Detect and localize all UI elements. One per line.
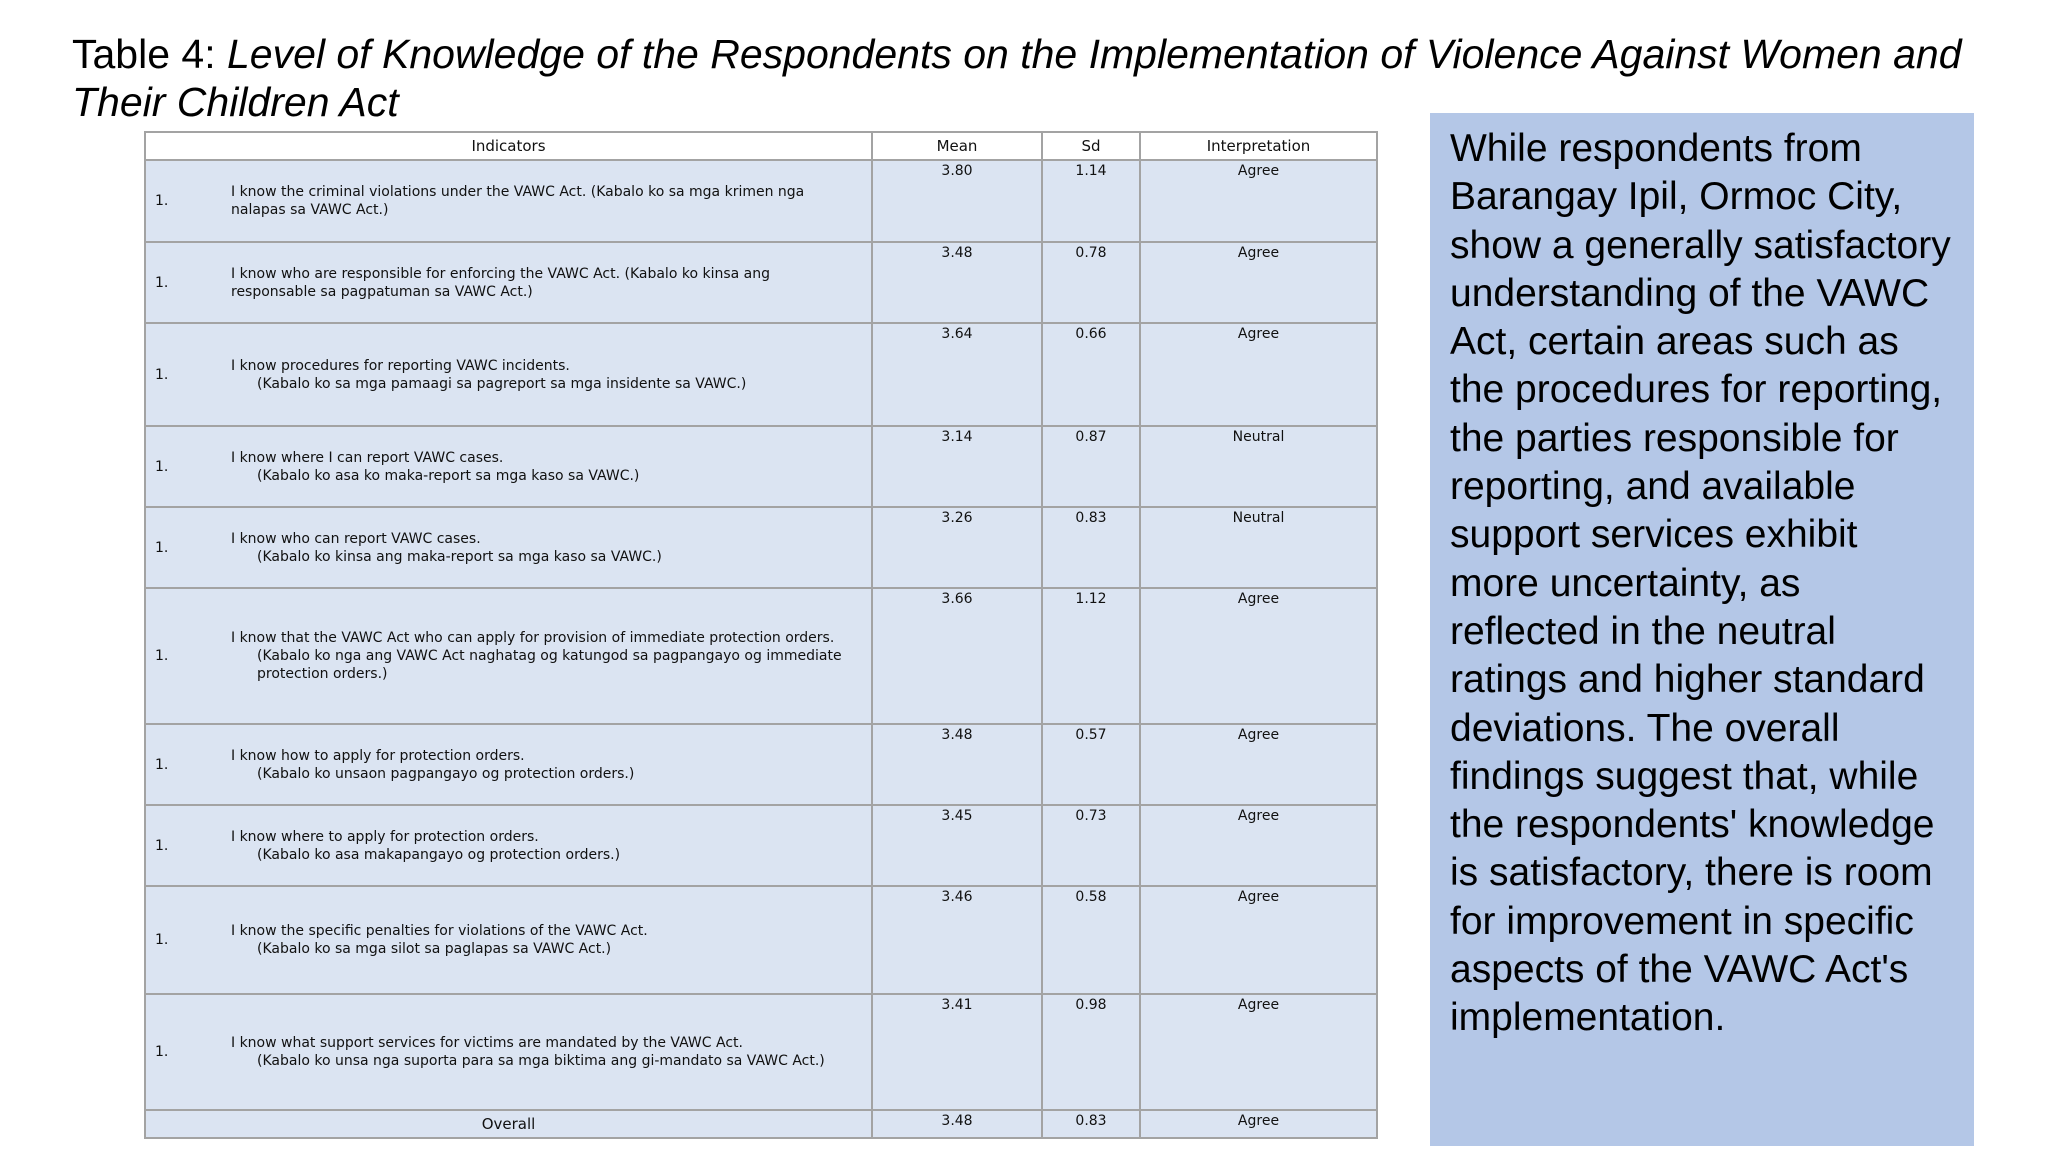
overall-label: Overall xyxy=(145,1110,872,1138)
indicator-statement: I know where to apply for protection orders. xyxy=(231,828,539,845)
indicator-cell xyxy=(145,323,872,426)
indicator-number: 1. xyxy=(155,193,169,209)
indicator-translation: (Kabalo ko asa makapangayo og protection orders.) xyxy=(257,846,621,863)
slide-title xyxy=(72,30,1972,126)
sd-cell: 0.58 xyxy=(1042,886,1140,994)
indicator-number: 1. xyxy=(155,366,169,383)
indicator-cell xyxy=(145,160,872,242)
interpretation-cell: Neutral xyxy=(1140,507,1377,588)
indicator-text xyxy=(231,265,871,301)
indicator-cell xyxy=(145,724,872,805)
table-row xyxy=(145,160,1377,242)
indicator-text xyxy=(231,530,871,566)
summary-panel xyxy=(1430,113,1974,1146)
interpretation-cell: Agree xyxy=(1140,588,1377,724)
interpretation-cell: Agree xyxy=(1140,160,1377,242)
table-header-row xyxy=(145,132,1377,160)
knowledge-table-container xyxy=(144,131,1376,1137)
header-sd: Sd xyxy=(1042,132,1140,160)
indicator-text xyxy=(231,922,871,958)
overall-mean: 3.48 xyxy=(872,1110,1042,1138)
sd-cell: 0.78 xyxy=(1042,242,1140,323)
interpretation-cell: Agree xyxy=(1140,805,1377,886)
indicator-statement: I know who can report VAWC cases. xyxy=(231,530,481,547)
table-row xyxy=(145,426,1377,507)
indicator-translation: (Kabalo ko kinsa ang maka-report sa mga kaso sa VAWC.) xyxy=(257,548,662,565)
indicator-number: 1. xyxy=(155,648,169,664)
indicator-statement: I know what support services for victims are mandated by the VAWC Act. xyxy=(231,1035,743,1051)
sd-cell: 0.66 xyxy=(1042,323,1140,426)
sd-cell: 0.73 xyxy=(1042,805,1140,886)
table-row xyxy=(145,805,1377,886)
indicator-text xyxy=(231,629,871,683)
indicator-number: 1. xyxy=(155,756,169,773)
indicator-cell xyxy=(145,886,872,994)
table-row xyxy=(145,724,1377,805)
table-row xyxy=(145,994,1377,1110)
mean-cell: 3.14 xyxy=(872,426,1042,507)
indicator-number: 1. xyxy=(155,458,169,475)
indicator-text xyxy=(231,1034,871,1070)
indicator-cell xyxy=(145,426,872,507)
indicator-statement: I know that the VAWC Act who can apply for provision of immediate protection orders. xyxy=(231,630,835,646)
indicator-text xyxy=(231,828,871,864)
indicator-cell xyxy=(145,994,872,1110)
mean-cell: 3.80 xyxy=(872,160,1042,242)
table-number: Table 4: xyxy=(72,31,227,77)
mean-cell: 3.45 xyxy=(872,805,1042,886)
indicator-cell xyxy=(145,805,872,886)
indicator-translation: (Kabalo ko nga ang VAWC Act naghatag og katungod sa pagpangayo og immediate protection orders.) xyxy=(257,648,842,682)
table-row xyxy=(145,507,1377,588)
overall-row xyxy=(145,1110,1377,1138)
indicator-cell xyxy=(145,588,872,724)
indicator-text xyxy=(231,183,871,219)
indicator-statement: I know procedures for reporting VAWC incidents. xyxy=(231,357,570,374)
indicator-number: 1. xyxy=(155,837,169,854)
summary-text: While respondents from Barangay Ipil, Ormoc City, show a generally satisfactory understanding of the VAWC Act, certain areas such as the procedures for reporting, the parties responsible for reporting, and available support services exhibit more uncertainty, as reflected in the neutral ratings and higher standard deviations. The overall findings suggest that, while the respondents' knowledge is satisfactory, there is room for improvement in specific aspects of the VAWC Act's implementation. xyxy=(1450,127,1951,1040)
sd-cell: 0.83 xyxy=(1042,507,1140,588)
indicator-statement: I know who are responsible for enforcing the VAWC Act. (Kabalo ko kinsa ang responsable sa pagpatuman sa VAWC Act.) xyxy=(231,265,770,300)
mean-cell: 3.26 xyxy=(872,507,1042,588)
indicator-number: 1. xyxy=(155,539,169,556)
indicator-text xyxy=(231,357,871,393)
header-indicators: Indicators xyxy=(145,132,872,160)
interpretation-cell: Agree xyxy=(1140,994,1377,1110)
knowledge-table xyxy=(144,131,1378,1139)
indicator-translation: (Kabalo ko unsa nga suporta para sa mga biktima ang gi-mandato sa VAWC Act.) xyxy=(257,1053,825,1069)
interpretation-cell: Agree xyxy=(1140,323,1377,426)
indicator-translation: (Kabalo ko unsaon pagpangayo og protection orders.) xyxy=(257,765,635,782)
indicator-cell xyxy=(145,242,872,323)
interpretation-cell: Neutral xyxy=(1140,426,1377,507)
table-row xyxy=(145,323,1377,426)
indicator-text xyxy=(231,747,871,783)
indicator-statement: I know how to apply for protection orders. xyxy=(231,747,525,764)
table-row xyxy=(145,588,1377,724)
table-row xyxy=(145,886,1377,994)
indicator-translation: (Kabalo ko sa mga pamaagi sa pagreport sa mga insidente sa VAWC.) xyxy=(257,375,747,392)
overall-interpretation: Agree xyxy=(1140,1110,1377,1138)
table-row xyxy=(145,242,1377,323)
mean-cell: 3.48 xyxy=(872,724,1042,805)
indicator-translation: (Kabalo ko sa mga silot sa paglapas sa VAWC Act.) xyxy=(257,941,612,957)
indicator-number: 1. xyxy=(155,932,169,948)
interpretation-cell: Agree xyxy=(1140,886,1377,994)
indicator-statement: I know the specific penalties for violations of the VAWC Act. xyxy=(231,923,648,939)
interpretation-cell: Agree xyxy=(1140,724,1377,805)
mean-cell: 3.41 xyxy=(872,994,1042,1110)
indicator-number: 1. xyxy=(155,1044,169,1060)
mean-cell: 3.64 xyxy=(872,323,1042,426)
mean-cell: 3.46 xyxy=(872,886,1042,994)
indicator-translation: (Kabalo ko asa ko maka-report sa mga kaso sa VAWC.) xyxy=(257,467,640,484)
table-subtitle: Level of Knowledge of the Respondents on the Implementation of Violence Against Women and Their Children Act xyxy=(72,31,1962,125)
indicator-cell xyxy=(145,507,872,588)
overall-sd: 0.83 xyxy=(1042,1110,1140,1138)
header-mean: Mean xyxy=(872,132,1042,160)
mean-cell: 3.66 xyxy=(872,588,1042,724)
sd-cell: 0.87 xyxy=(1042,426,1140,507)
indicator-text xyxy=(231,449,871,485)
sd-cell: 1.14 xyxy=(1042,160,1140,242)
indicator-number: 1. xyxy=(155,274,169,291)
sd-cell: 0.98 xyxy=(1042,994,1140,1110)
sd-cell: 0.57 xyxy=(1042,724,1140,805)
header-interpretation: Interpretation xyxy=(1140,132,1377,160)
sd-cell: 1.12 xyxy=(1042,588,1140,724)
indicator-statement: I know where I can report VAWC cases. xyxy=(231,449,504,466)
interpretation-cell: Agree xyxy=(1140,242,1377,323)
indicator-statement: I know the criminal violations under the VAWC Act. (Kabalo ko sa mga krimen nga nalapas sa VAWC Act.) xyxy=(231,184,805,218)
mean-cell: 3.48 xyxy=(872,242,1042,323)
